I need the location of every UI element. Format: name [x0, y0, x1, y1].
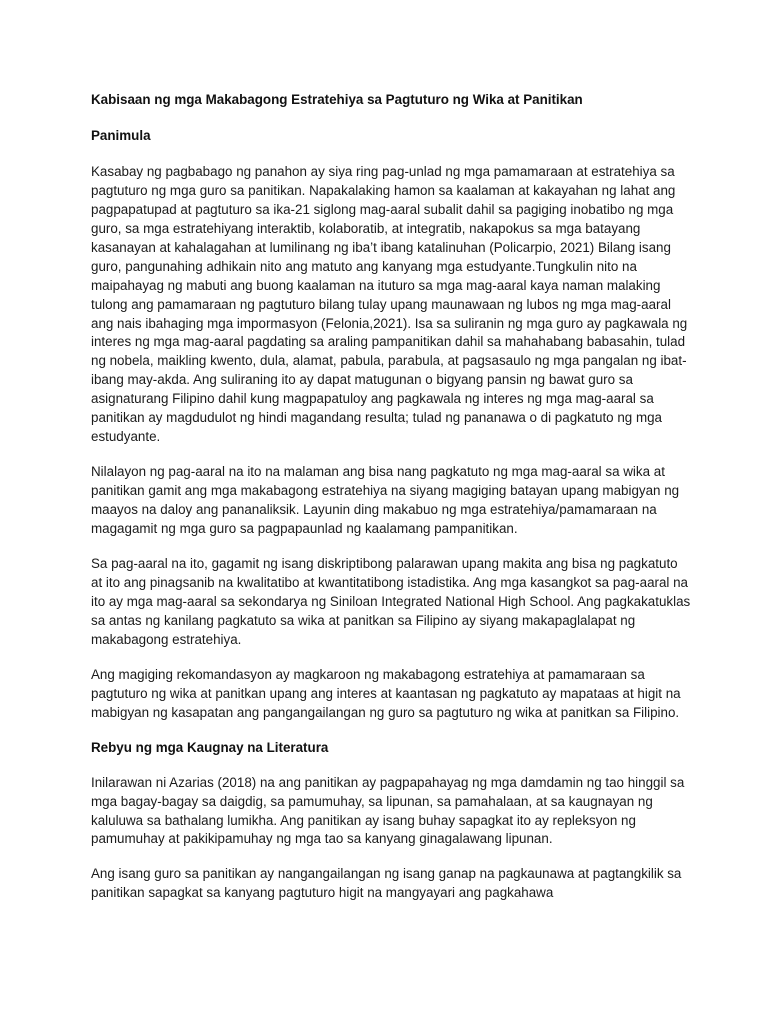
document-body: [91, 91, 691, 919]
paragraph: Inilarawan ni Azarias (2018) na ang panitikan ay pagpapahayag ng mga damdamin ng tao hinggil sa mga bagay-bagay sa daigdig, sa pamumuhay, sa lipunan, sa pamahalaan, at sa kaugnayan ng kaluluwa sa bathalang lumikha. Ang panitikan ay isang buhay sapagkat ito ay repleksyon ng pamumuhay at pakikipamuhay ng mga tao sa kanyang ginagalawang lipunan.: [91, 774, 685, 847]
document-title: Kabisaan ng mga Makabagong Estratehiya sa Pagtuturo ng Wika at Panitikan: [91, 92, 583, 107]
paragraph: Nilalayon ng pag-aaral na ito na malaman ang bisa nang pagkatuto ng mga mag-aaral sa wika at panitikan gamit ang mga makabagong estratehiya na siyang magiging batayan upang mabigyan ng maayos na daloy ang pananaliksik. Layunin ding makabuo ng mga estratehiya/pamamaraan na magagamit ng mga guro sa pagpapaunlad ng kaalamang pampanitikan.: [91, 464, 680, 537]
paragraph: Sa pag-aaral na ito, gagamit ng isang diskriptibong palarawan upang makita ang bisa ng pagkatuto at ito ang pinagsanib na kwalitatibo at kwantitatibong istadistika. Ang mga kasangkot sa pag-aaral na ito ay mga mag-aaral sa sekondarya ng Siniloan Integrated National High School. Ang pagkakatuklas sa antas ng kanilang pagkatuto sa wika at panitkan sa Filipino ay siyang makapaglalapat ng makabagong estratehiya.: [91, 556, 691, 647]
paragraph: Ang magiging rekomandasyon ay magkaroon ng makabagong estratehiya at pamamaraan sa pagtuturo ng wika at panitkan upang ang interes at kaantasan ng pagkatuto ay mapataas at higit na mabigyan ng kasapatan ang pangangailangan ng guro sa pagtuturo ng wika at panitkan sa Filipino.: [91, 666, 681, 720]
paragraph: Ang isang guro sa panitikan ay nangangailangan ng isang ganap na pagkaunawa at pagtangkilik sa panitikan sapagkat sa kanyang pagtuturo higit na mangyayari ang pagkahawa: [91, 866, 682, 901]
section-heading-panimula: Panimula: [91, 127, 151, 143]
section-heading-rebyu: Rebyu ng mga Kaugnay na Literatura: [91, 739, 329, 755]
paragraph: Kasabay ng pagbabago ng panahon ay siya ring pag-unlad ng mga pamamaraan at estratehiya sa pagtuturo ng mga guro sa panitikan. Napakalaking hamon sa kaalaman at kakayahan ng lahat ang pagpapatupad at pagtuturo sa ika-21 siglong mag-aaral subalit dahil sa pagiging inobatibo ng mga guro, sa mga estratehiyang interaktib, kolaboratib, at integratib, nakapokus sa mga batayang kasanayan at kahalagahan at lumilinang ng iba’t ibang katalinuhan (Policarpio, 2021) Bilang isang guro, pangunahing adhikain nito ang matuto ang kanyang mga estudyante.Tungkulin nito na maipahayag ng mabuti ang buong kaalaman na ituturo sa mga mag-aaral kaya naman malaking tulong ang pamamaraan ng pagtuturo bilang tulay upang maunawaan ng lubos ng mga mag-aaral ang nais ibahaging mga impormasyon (Felonia,2021). Isa sa suliranin ng mga guro ay pagkawala ng interes ng mga mag-aaral pagdating sa araling pampanitikan dahil sa mahahabang babasahin, tulad ng nobela, maikling kwento, dula, alamat, pabula, parabula, at pagsasaulo ng mga pangalan ng ibat-ibang may-akda. Ang suliraning ito ay dapat matugunan o bigyang pansin ng bawat guro sa asignaturang Filipino dahil kung magpapatuloy ang pagkawala ng interes ng mga mag-aaral sa panitikan ay magdudulot ng hindi magandang resulta; tulad ng pananawa o di pagkatuto ng mga estudyante.: [91, 163, 688, 445]
